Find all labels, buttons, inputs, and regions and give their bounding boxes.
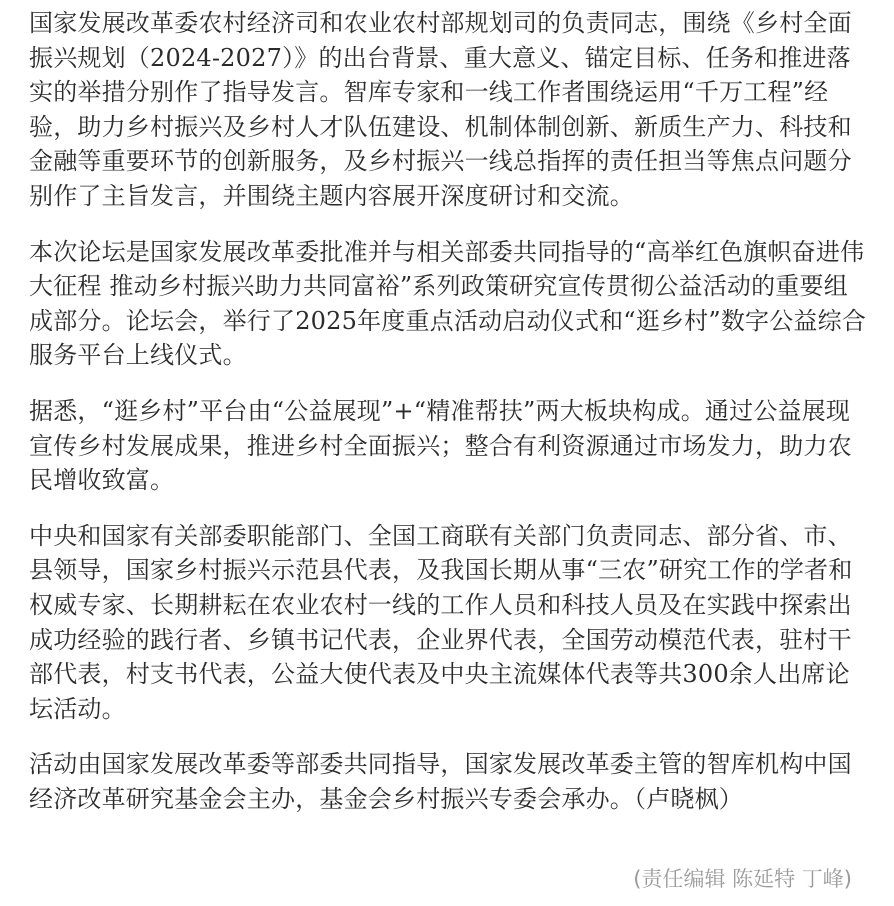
paragraph-4: 中央和国家有关部委职能部门、全国工商联有关部门负责同志、部分省、市、县领导，国家乡村振兴示范县代表，及我国长期从事“三农”研究工作的学者和权威专家、长期耕耘在农业农村一线的工作人员和科技人员及在实践中探索出成功经验的践行者、乡镇书记代表，企业界代表，全国劳动模范代表，驻村干部代表，村支书代表，公益大使代表及中央主流媒体代表等共300余人出席论坛活动。: [29, 521, 853, 723]
paragraph-3: 据悉，“逛乡村”平台由“公益展现”+“精准帮扶”两大板块构成。通过公益展现宣传乡村发展成果，推进乡村全面振兴；整合有利资源通过市场发力，助力农民增收致富。: [29, 396, 852, 495]
article-body: [29, 6, 867, 837]
paragraph-5: 活动由国家发展改革委等部委共同指导，国家发展改革委主管的智库机构中国经济改革研究基金会主办，基金会乡村振兴专委会承办。（卢晓枫）: [29, 750, 852, 813]
paragraph-1: 国家发展改革委农村经济司和农业农村部规划司的负责同志，围绕《乡村全面振兴规划（2024-2027）》的出台背景、重大意义、锚定目标、任务和推进落实的举措分别作了指导发言。智库专家和一线工作者围绕运用“千万工程”经验，助力乡村振兴及乡村人才队伍建设、机制体制创新、新质生产力、科技和金融等重要环节的创新服务，及乡村振兴一线总指挥的责任担当等焦点问题分别作了主旨发言，并围绕主题内容展开深度研讨和交流。: [29, 9, 852, 210]
editor-credit: (责任编辑 陈延特 丁峰): [633, 867, 852, 891]
paragraph-2: 本次论坛是国家发展改革委批准并与相关部委共同指导的“高举红色旗帜奋进伟大征程 推动乡村振兴助力共同富裕”系列政策研究宣传贯彻公益活动的重要组成部分。论坛会，举行了2025年度重点活动启动仪式和“逛乡村”数字公益综合服务平台上线仪式。: [29, 237, 867, 370]
